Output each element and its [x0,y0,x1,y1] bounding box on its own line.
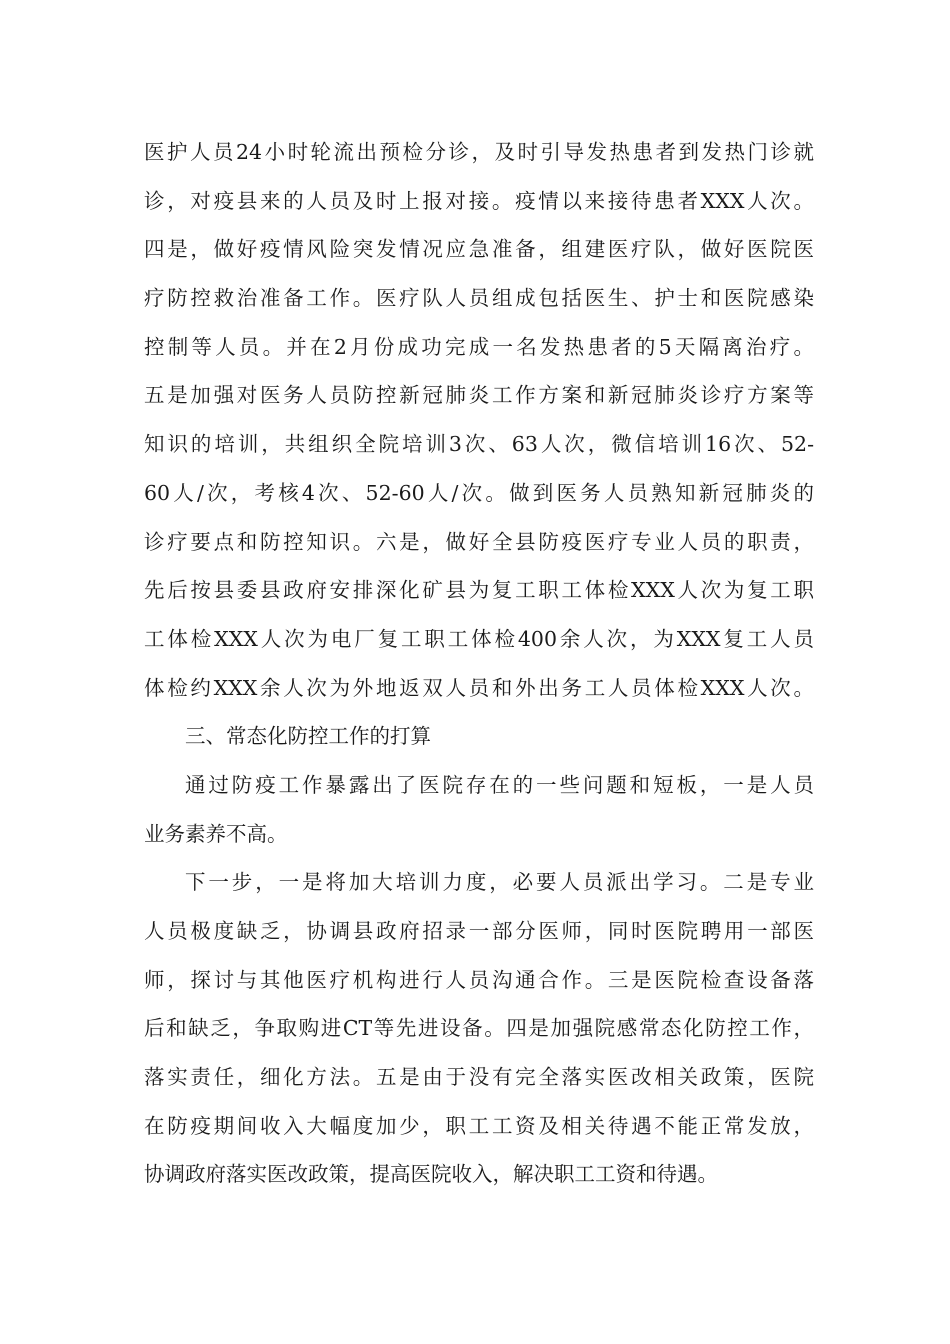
body-line: 后和缺乏，争取购进CT等先进设备。四是加强院感常态化防控工作， [144,1016,814,1041]
body-line: 四是，做好疫情风险突发情况应急准备，组建医疗队，做好医院医 [144,237,814,262]
body-line: 师，探讨与其他医疗机构进行人员沟通合作。三是医院检查设备落 [144,967,814,992]
body-line: 诊，对疫县来的人员及时上报对接。疫情以来接待患者XXX人次。 [144,188,814,213]
body-line: 60人/次，考核4次、52-60人/次。做到医务人员熟知新冠肺炎的 [144,480,814,505]
body-line: 先后按县委县政府安排深化矿县为复工职工体检XXX人次为复工职 [144,578,814,603]
body-line: 落实责任，细化方法。五是由于没有完全落实医改相关政策，医院 [144,1065,814,1090]
document-body [144,128,814,1199]
body-line: 诊疗要点和防控知识。六是，做好全县防疫医疗专业人员的职责， [144,529,814,554]
body-line: 协调政府落实医改政策，提高医院收入，解决职工工资和待遇。 [144,1162,718,1187]
body-line: 疗防控救治准备工作。医疗队人员组成包括医生、护士和医院感染 [144,286,814,311]
body-line: 在防疫期间收入大幅度加少，职工工资及相关待遇不能正常发放， [144,1113,814,1138]
body-line: 五是加强对医务人员防控新冠肺炎工作方案和新冠肺炎诊疗方案等 [144,383,814,408]
body-line: 知识的培训，共组织全院培训3次、63人次，微信培训16次、52- [144,432,814,457]
body-line: 人员极度缺乏，协调县政府招录一部分医师，同时医院聘用一部医 [144,919,814,943]
paragraph-first-line: 通过防疫工作暴露出了医院存在的一些问题和短板，一是人员 [185,772,814,797]
body-line: 医护人员24小时轮流出预检分诊，及时引导发热患者到发热门诊就 [144,140,814,164]
paragraph-first-line: 下一步，一是将加大培训力度，必要人员派出学习。二是专业 [185,870,814,895]
section-heading: 三、常态化防控工作的打算 [185,724,431,749]
body-line: 体检约XXX余人次为外地返双人员和外出务工人员体检XXX人次。 [144,675,814,700]
body-line: 业务素养不高。 [144,821,288,846]
body-line: 工体检XXX人次为电厂复工职工体检400余人次，为XXX复工人员 [144,626,814,651]
body-line: 控制等人员。并在2月份成功完成一名发热患者的5天隔离治疗。 [144,334,814,359]
